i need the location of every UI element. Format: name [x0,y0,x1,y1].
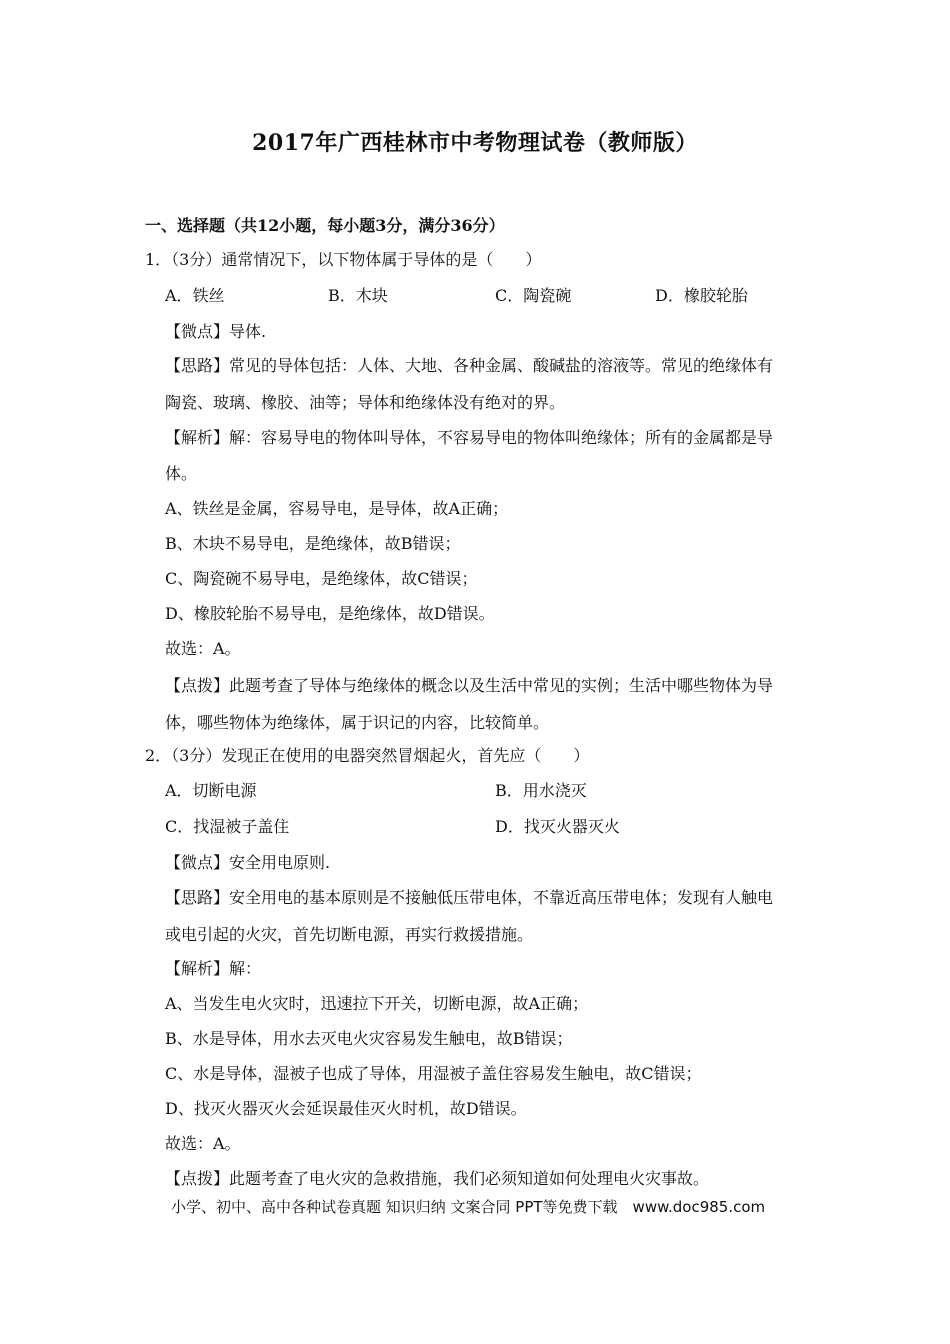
q1-analysis-line-2: 体。 [165,464,198,483]
question-1-stem: 1．（3分）通常情况下，以下物体属于导体的是（ ） [145,250,542,269]
q2-explain-c: C、水是导体，湿被子也成了导体，用湿被子盖住容易发生触电，故C错误； [165,1064,702,1083]
page-title: 2017年广西桂林市中考物理试卷（教师版） [252,130,698,156]
q1-point: 【微点】导体. [165,322,267,341]
section-heading: 一、选择题（共12小题，每小题3分，满分36分） [145,216,505,235]
q1-option-a: A．铁丝 [165,286,225,305]
q1-answer: 故选：A。 [165,639,241,658]
q1-explain-d: D、橡胶轮胎不易导电，是绝缘体，故D错误。 [165,604,495,623]
q1-option-c: C．陶瓷碗 [495,286,572,305]
q2-option-b: B．用水浇灭 [495,781,587,800]
q1-tip-line-2: 体，哪些物体为绝缘体，属于识记的内容，比较简单。 [165,713,550,732]
q1-option-d: D．橡胶轮胎 [655,286,748,305]
q2-option-c: C．找湿被子盖住 [165,817,290,836]
q2-tip: 【点拨】此题考查了电火灾的急救措施，我们必须知道如何处理电火灾事故。 [165,1169,710,1188]
q2-option-a: A．切断电源 [165,781,257,800]
q2-explain-a: A、当发生电火灾时，迅速拉下开关，切断电源，故A正确； [165,994,589,1013]
q1-tip-line-1: 【点拨】此题考查了导体与绝缘体的概念以及生活中常见的实例；生活中哪些物体为导 [165,676,774,695]
question-2-stem: 2．（3分）发现正在使用的电器突然冒烟起火，首先应（ ） [145,746,590,765]
q2-explain-d: D、找灭火器灭火会延误最佳灭火时机，故D错误。 [165,1099,527,1118]
q1-explain-a: A、铁丝是金属，容易导电，是导体，故A正确； [165,499,509,518]
q1-option-b: B．木块 [328,286,388,305]
q2-answer: 故选：A。 [165,1134,241,1153]
q2-analysis: 【解析】解： [165,959,262,978]
q1-analysis-line-1: 【解析】解：容易导电的物体叫导体，不容易导电的物体叫绝缘体；所有的金属都是导 [165,428,774,447]
q1-idea-line-2: 陶瓷、玻璃、橡胶、油等；导体和绝缘体没有绝对的界。 [165,393,566,412]
q2-idea-line-1: 【思路】安全用电的基本原则是不接触低压带电体，不靠近高压带电体；发现有人触电 [165,888,774,907]
q2-option-d: D．找灭火器灭火 [495,817,620,836]
q2-idea-line-2: 或电引起的火灾，首先切断电源，再实行救援措施。 [165,925,534,944]
footer-download-note: 小学、初中、高中各种试卷真题 知识归纳 文案合同 PPT等免费下载 www.doc985.com [171,1198,766,1216]
q1-explain-b: B、木块不易导电，是绝缘体，故B错误； [165,534,461,553]
q1-explain-c: C、陶瓷碗不易导电，是绝缘体，故C错误； [165,569,478,588]
q2-point: 【微点】安全用电原则. [165,853,331,872]
q1-idea-line-1: 【思路】常见的导体包括：人体、大地、各种金属、酸碱盐的溶液等。常见的绝缘体有 [165,356,774,375]
q2-explain-b: B、水是导体，用水去灭电火灾容易发生触电，故B错误； [165,1029,573,1048]
